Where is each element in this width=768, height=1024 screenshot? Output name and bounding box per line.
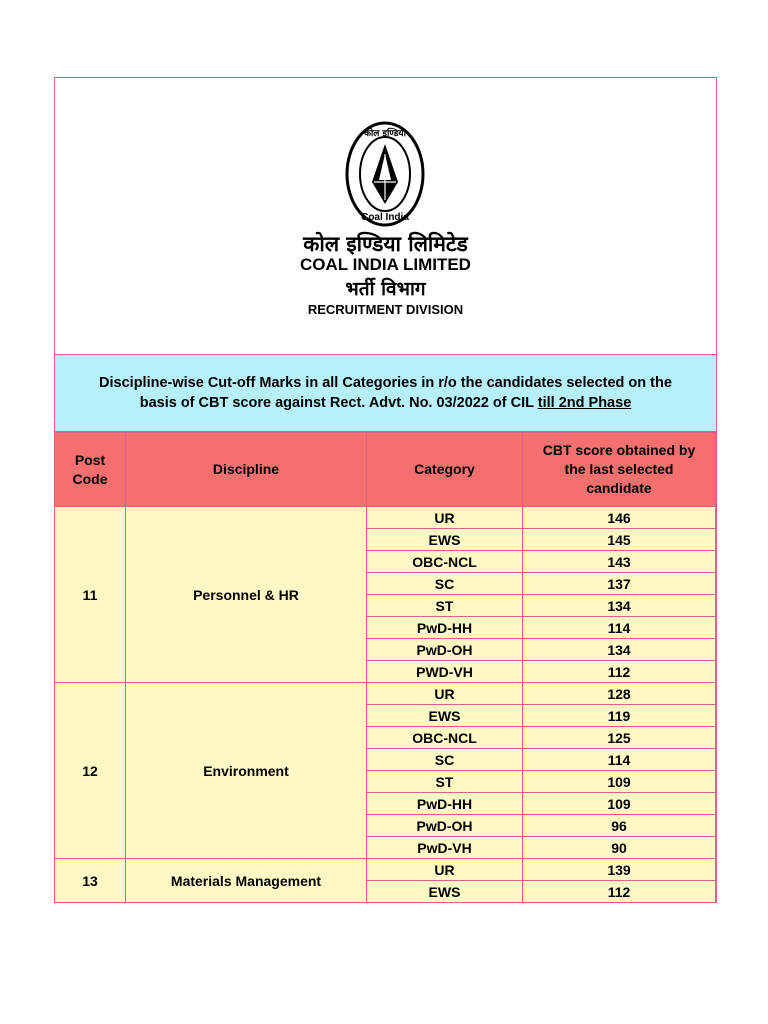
category-cell: PwD-HH [367, 793, 523, 815]
score-cell: 109 [523, 793, 716, 815]
post-code-cell: 11 [55, 507, 126, 683]
coal-india-logo [344, 120, 426, 228]
score-cell: 119 [523, 705, 716, 727]
discipline-cell: Materials Management [126, 859, 367, 903]
category-cell: PwD-HH [367, 617, 523, 639]
category-cell: EWS [367, 705, 523, 727]
category-cell: PwD-VH [367, 837, 523, 859]
score-cell: 139 [523, 859, 716, 881]
discipline-cell: Personnel & HR [126, 507, 367, 683]
column-header-discipline: Discipline [126, 433, 367, 507]
banner-phase-label: till 2nd Phase [537, 395, 632, 411]
category-cell: SC [367, 749, 523, 771]
post-code-cell: 13 [55, 859, 126, 903]
notice-banner [55, 355, 716, 432]
letterhead [55, 78, 716, 355]
post-code-cell: 12 [55, 683, 126, 859]
category-cell: ST [367, 771, 523, 793]
banner-line-2 [140, 393, 632, 413]
category-cell: PwD-OH [367, 639, 523, 661]
category-cell: UR [367, 683, 523, 705]
category-cell: EWS [367, 529, 523, 551]
banner-line-2-text: basis of CBT score against Rect. Advt. No. 03/2022 of CIL [139, 395, 538, 411]
company-name-hindi: कोल इण्डिया लिमिटेड [303, 232, 468, 256]
category-cell: UR [367, 859, 523, 881]
score-cell: 134 [523, 595, 716, 617]
table-row [55, 507, 716, 529]
division-name-hindi: भर्ती विभाग [345, 278, 426, 300]
score-cell: 128 [523, 683, 716, 705]
division-name: RECRUITMENT DIVISION [307, 302, 464, 317]
column-header-post-code: Post Code [55, 433, 126, 507]
score-cell: 143 [523, 551, 716, 573]
score-cell: 114 [523, 617, 716, 639]
document-frame [54, 77, 717, 903]
logo-text-bottom: Coal India [361, 212, 409, 223]
score-cell: 96 [523, 815, 716, 837]
column-header-score: CBT score obtained by the last selected candidate [523, 433, 716, 507]
table-header-row [55, 433, 716, 507]
discipline-cell: Environment [126, 683, 367, 859]
category-cell: PWD-VH [367, 661, 523, 683]
banner-line-1: Discipline-wise Cut-off Marks in all Categories in r/o the candidates selected on the [99, 375, 672, 391]
table-row [55, 859, 716, 881]
company-name: COAL INDIA LIMITED [300, 255, 471, 274]
category-cell: OBC-NCL [367, 727, 523, 749]
score-cell: 112 [523, 661, 716, 683]
cutoff-table [54, 432, 716, 903]
category-cell: ST [367, 595, 523, 617]
category-cell: EWS [367, 881, 523, 903]
table-row [55, 683, 716, 705]
category-cell: PwD-OH [367, 815, 523, 837]
score-cell: 125 [523, 727, 716, 749]
score-cell: 137 [523, 573, 716, 595]
score-cell: 90 [523, 837, 716, 859]
score-cell: 134 [523, 639, 716, 661]
category-cell: SC [367, 573, 523, 595]
score-cell: 109 [523, 771, 716, 793]
logo-text-top: कोल इण्डिया [364, 129, 406, 139]
score-cell: 114 [523, 749, 716, 771]
score-cell: 145 [523, 529, 716, 551]
column-header-category: Category [367, 433, 523, 507]
category-cell: UR [367, 507, 523, 529]
category-cell: OBC-NCL [367, 551, 523, 573]
table-body [55, 507, 716, 903]
score-cell: 112 [523, 881, 716, 903]
score-cell: 146 [523, 507, 716, 529]
